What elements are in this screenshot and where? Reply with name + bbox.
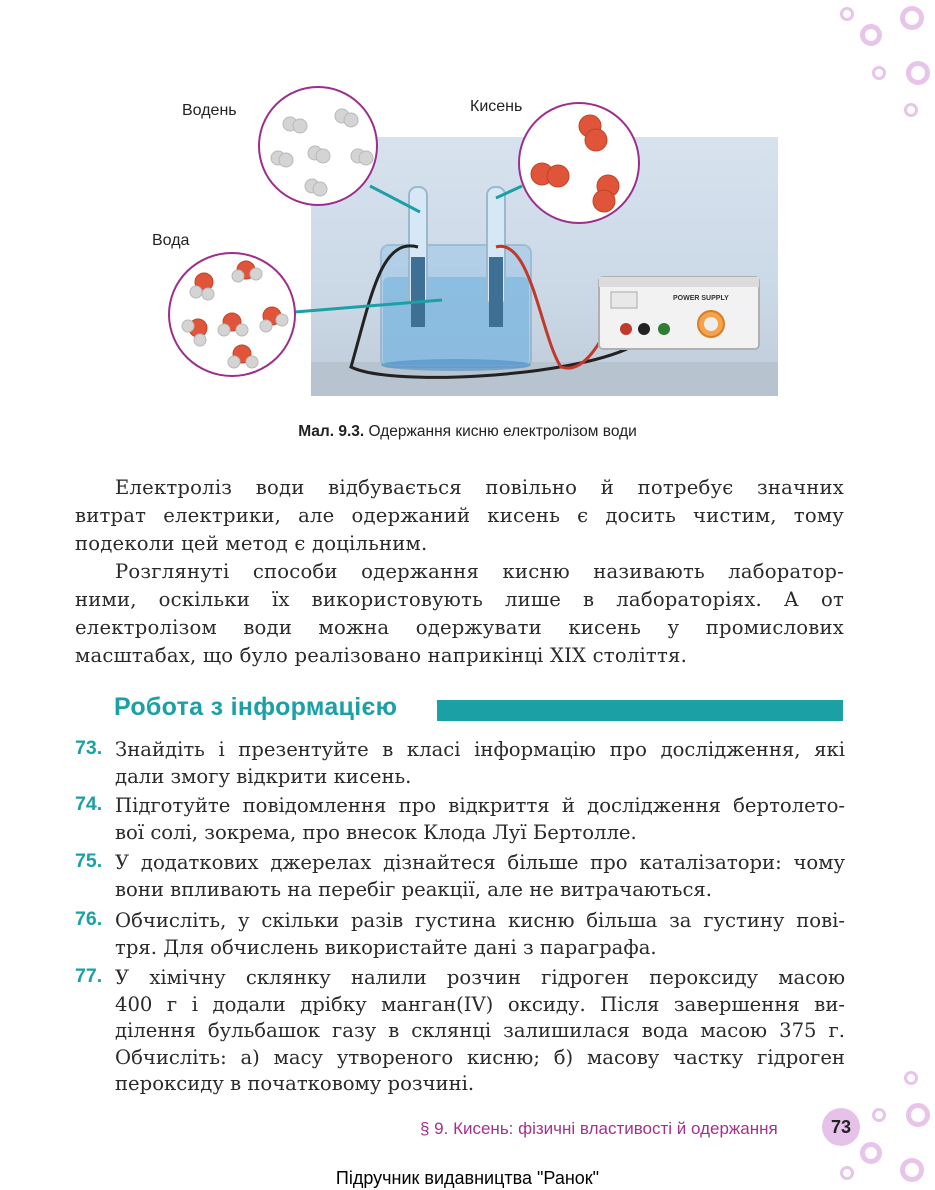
caption-text: Одержання кисню електролізом води bbox=[364, 423, 637, 440]
decor-circle bbox=[906, 1103, 930, 1127]
task-text bbox=[115, 850, 845, 903]
task-text bbox=[115, 737, 845, 790]
oxygen-molecules-icon bbox=[520, 104, 638, 222]
decor-circle bbox=[904, 1071, 918, 1085]
task-line: пероксиду в початковому розчині. bbox=[115, 1072, 475, 1095]
caption-number: Мал. 9.3. bbox=[298, 423, 365, 440]
task-number: 75. bbox=[75, 850, 103, 872]
water-molecules-icon bbox=[170, 254, 294, 375]
task-number: 74. bbox=[75, 793, 103, 815]
task-75 bbox=[75, 850, 844, 904]
decor-circle bbox=[872, 1108, 886, 1122]
paragraph-line: Електроліз води відбувається повільно й потребує значних bbox=[115, 476, 844, 499]
task-line: У додаткових джерелах дізнайтеся більше про каталізатори: чому bbox=[115, 851, 845, 874]
paragraph-line: електролізом води можна одержувати кисень у промислових bbox=[75, 616, 844, 639]
heading-bar bbox=[437, 700, 843, 721]
paragraph-line: Розглянуті способи одержання кисню називають лаборатор- bbox=[115, 560, 844, 583]
page-number: 73 bbox=[822, 1108, 860, 1146]
task-text bbox=[115, 793, 845, 846]
task-line: Знайдіть і презентуйте в класі інформацію про дослідження, які bbox=[115, 738, 845, 761]
task-number: 77. bbox=[75, 965, 103, 987]
task-74 bbox=[75, 793, 844, 847]
task-line: Підготуйте повідомлення про відкриття й дослідження бертолето- bbox=[115, 794, 845, 817]
paragraph-line: подеколи цей метод є доцільним. bbox=[75, 532, 428, 555]
paragraph-line: масштабах, що було реалізовано наприкінці XIX століття. bbox=[75, 644, 687, 667]
figure-caption bbox=[0, 423, 935, 441]
label-water: Вода bbox=[152, 232, 190, 249]
task-77 bbox=[75, 965, 844, 1099]
power-supply-label: POWER SUPPLY bbox=[673, 295, 729, 302]
task-76 bbox=[75, 908, 844, 962]
paragraph-line: витрат електрики, але одержаний кисень є досить чистим, тому bbox=[75, 504, 844, 527]
task-number: 76. bbox=[75, 908, 103, 930]
task-73 bbox=[75, 737, 844, 791]
water-molecules-circle bbox=[168, 252, 296, 377]
task-line: У хімічну склянку налили розчин гідроген пероксиду масою bbox=[115, 966, 845, 989]
callout-lines bbox=[0, 0, 935, 420]
task-line: 400 г і додали дрібку манган(IV) оксиду. Після завершення ви- bbox=[115, 992, 845, 1016]
task-line: Обчисліть, у скільки разів густина кисню більша за густину пові- bbox=[115, 909, 845, 932]
label-oxygen: Кисень bbox=[470, 98, 523, 115]
paragraph-2 bbox=[75, 558, 844, 670]
task-line: вої солі, зокрема, про внесок Клода Луї Бертолле. bbox=[115, 820, 637, 844]
paragraph-line: ними, оскільки їх використовують лише в лабораторіях. А от bbox=[75, 588, 844, 611]
hydrogen-molecules-circle bbox=[258, 86, 378, 206]
task-line: Обчисліть: а) масу утвореного кисню; б) масову частку гідроген bbox=[115, 1045, 845, 1069]
hydrogen-molecules-icon bbox=[260, 88, 376, 204]
task-line: ділення бульбашок газу в склянці залишилася вода масою 375 г. bbox=[115, 1019, 845, 1042]
task-line: дали змогу відкрити кисень. bbox=[115, 764, 412, 788]
oxygen-molecules-circle bbox=[518, 102, 640, 224]
footer-section-title: § 9. Кисень: фізичні властивості й одержання bbox=[420, 1119, 778, 1138]
task-line: тря. Для обчислень використайте дані з параграфа. bbox=[115, 935, 657, 959]
task-line: вони впливають на перебіг реакції, але не витрачаються. bbox=[115, 877, 713, 901]
task-text bbox=[115, 908, 845, 961]
paragraph-1 bbox=[75, 474, 844, 558]
task-text bbox=[115, 965, 845, 1098]
publisher-credit: Підручник видавництва "Ранок" bbox=[335, 1168, 600, 1188]
label-hydrogen: Водень bbox=[182, 102, 237, 119]
decor-circle bbox=[860, 1142, 882, 1164]
section-heading: Робота з інформацією bbox=[114, 693, 398, 721]
task-number: 73. bbox=[75, 737, 103, 759]
